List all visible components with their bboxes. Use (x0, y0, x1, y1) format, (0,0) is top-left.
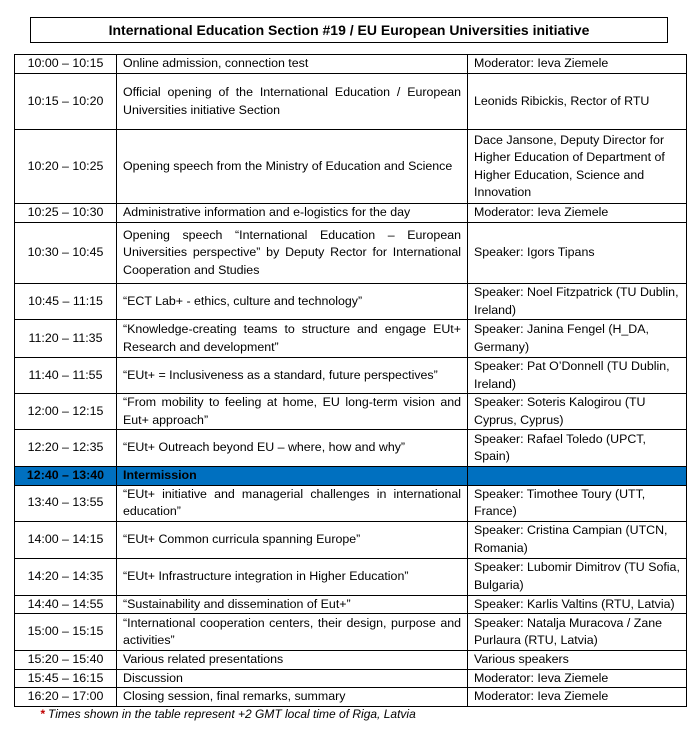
table-row (15, 74, 687, 130)
table-row (15, 485, 687, 521)
session-cell: Online admission, connection test (117, 55, 468, 74)
time-cell: 10:15 – 10:20 (15, 74, 117, 130)
time-cell: 10:25 – 10:30 (15, 204, 117, 223)
session-cell: Closing session, final remarks, summary (117, 688, 468, 707)
table-row (15, 284, 687, 320)
agenda-body (15, 55, 687, 707)
table-row (15, 320, 687, 358)
session-cell: “EUt+ Outreach beyond EU – where, how and why” (117, 430, 468, 467)
speaker-cell: Moderator: Ieva Ziemele (468, 688, 687, 707)
time-cell: 14:00 – 14:15 (15, 521, 117, 558)
time-cell: 10:20 – 10:25 (15, 130, 117, 204)
speaker-cell: Speaker: Igors Tipans (468, 223, 687, 284)
table-row (15, 558, 687, 595)
session-cell: “From mobility to feeling at home, EU long-term vision and Eut+ approach” (117, 394, 468, 430)
table-row (15, 223, 687, 284)
time-cell: 14:20 – 14:35 (15, 558, 117, 595)
table-row (15, 595, 687, 614)
session-cell: “Knowledge-creating teams to structure and engage EUt+ Research and development” (117, 320, 468, 358)
speaker-cell: Speaker: Karlis Valtins (RTU, Latvia) (468, 595, 687, 614)
session-cell: “Sustainability and dissemination of Eut+” (117, 595, 468, 614)
session-cell: “EUt+ = Inclusiveness as a standard, future perspectives” (117, 358, 468, 394)
table-row (15, 204, 687, 223)
time-cell: 14:40 – 14:55 (15, 595, 117, 614)
footnote-text: Times shown in the table represent +2 GMT local time of Riga, Latvia (48, 707, 416, 721)
time-cell: 12:40 – 13:40 (15, 467, 117, 486)
session-cell: “EUt+ initiative and managerial challenges in international education” (117, 485, 468, 521)
session-cell: “EUt+ Common curricula spanning Europe” (117, 521, 468, 558)
session-cell: Opening speech “International Education – European Universities perspective” by Deputy Rector for International Cooperation and Studies (117, 223, 468, 284)
footnote (40, 707, 416, 721)
speaker-cell: Speaker: Janina Fengel (H_DA, Germany) (468, 320, 687, 358)
speaker-cell: Speaker: Timothee Toury (UTT, France) (468, 485, 687, 521)
table-row (15, 358, 687, 394)
speaker-cell: Various speakers (468, 651, 687, 670)
time-cell: 13:40 – 13:55 (15, 485, 117, 521)
session-cell: “International cooperation centers, their design, purpose and activities” (117, 614, 468, 651)
speaker-cell: Speaker: Pat O’Donnell (TU Dublin, Ireland) (468, 358, 687, 394)
speaker-cell: Moderator: Ieva Ziemele (468, 55, 687, 74)
session-cell: Administrative information and e-logistics for the day (117, 204, 468, 223)
speaker-cell (468, 467, 687, 486)
table-row (15, 669, 687, 688)
speaker-cell: Speaker: Cristina Campian (UTCN, Romania) (468, 521, 687, 558)
speaker-cell: Speaker: Soteris Kalogirou (TU Cyprus, Cyprus) (468, 394, 687, 430)
intermission-row (15, 467, 687, 486)
time-cell: 10:30 – 10:45 (15, 223, 117, 284)
session-cell: Various related presentations (117, 651, 468, 670)
session-cell: Opening speech from the Ministry of Education and Science (117, 130, 468, 204)
table-row (15, 430, 687, 467)
page-title: International Education Section #19 / EU European Universities initiative (30, 17, 668, 43)
table-row (15, 614, 687, 651)
table-row (15, 130, 687, 204)
speaker-cell: Speaker: Natalja Muracova / Zane Purlaura (RTU, Latvia) (468, 614, 687, 651)
time-cell: 10:00 – 10:15 (15, 55, 117, 74)
speaker-cell: Dace Jansone, Deputy Director for Higher Education of Department of Higher Education, Science and Innovation (468, 130, 687, 204)
time-cell: 12:00 – 12:15 (15, 394, 117, 430)
time-cell: 10:45 – 11:15 (15, 284, 117, 320)
session-cell: “EUt+ Infrastructure integration in Higher Education” (117, 558, 468, 595)
session-cell: Official opening of the International Education / European Universities initiative Section (117, 74, 468, 130)
time-cell: 15:45 – 16:15 (15, 669, 117, 688)
speaker-cell: Speaker: Rafael Toledo (UPCT, Spain) (468, 430, 687, 467)
table-row (15, 55, 687, 74)
table-row (15, 394, 687, 430)
table-row (15, 651, 687, 670)
speaker-cell: Leonids Ribickis, Rector of RTU (468, 74, 687, 130)
time-cell: 11:40 – 11:55 (15, 358, 117, 394)
table-row (15, 688, 687, 707)
time-cell: 16:20 – 17:00 (15, 688, 117, 707)
speaker-cell: Speaker: Noel Fitzpatrick (TU Dublin, Ireland) (468, 284, 687, 320)
footnote-asterisk: * (40, 707, 45, 721)
speaker-cell: Moderator: Ieva Ziemele (468, 669, 687, 688)
agenda-table (14, 54, 687, 707)
session-cell: “ECT Lab+ - ethics, culture and technology” (117, 284, 468, 320)
session-cell: Intermission (117, 467, 468, 486)
time-cell: 12:20 – 12:35 (15, 430, 117, 467)
table-row (15, 521, 687, 558)
speaker-cell: Speaker: Lubomir Dimitrov (TU Sofia, Bulgaria) (468, 558, 687, 595)
time-cell: 15:20 – 15:40 (15, 651, 117, 670)
speaker-cell: Moderator: Ieva Ziemele (468, 204, 687, 223)
time-cell: 15:00 – 15:15 (15, 614, 117, 651)
session-cell: Discussion (117, 669, 468, 688)
time-cell: 11:20 – 11:35 (15, 320, 117, 358)
